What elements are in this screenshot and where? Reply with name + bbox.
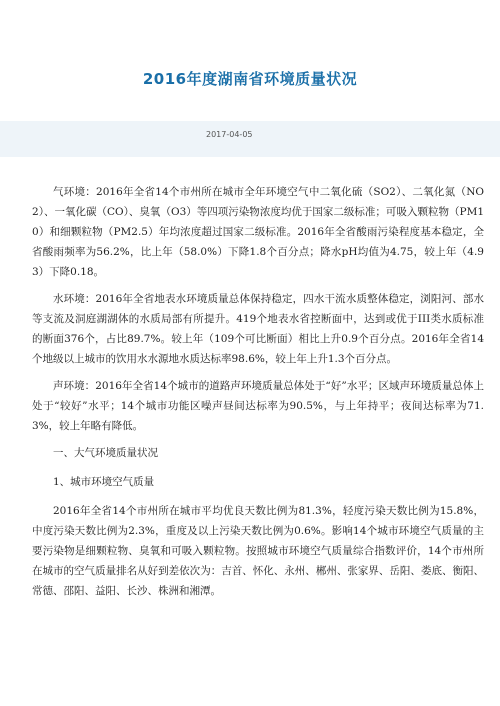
article-body: [32, 182, 484, 608]
subsection-heading: 1、城市环境空气质量: [53, 476, 155, 488]
page-title: 2016年度湖南省环境质量状况: [142, 70, 358, 88]
paragraph-noise: 声环境：2016年全省14个城市的道路声环境质量总体处于“好”水平；区域声环境质量总体上处于“较好”水平；14个城市功能区噪声昼间达标率为90.5%，与上年持平；夜间达标率为71.3%，较上年略有降低。: [32, 380, 484, 432]
paragraph-air: 气环境：2016年全省14个市州所在城市全年环境空气中二氧化硫（SO2）、二氧化氮（NO2）、一氧化碳（CO）、臭氧（O3）等四项污染物浓度均优于国家二级标准；可吸入颗粒物（PM10）和细颗粒物（PM2.5）年均浓度超过国家二级标准。2016年全省酸雨污染程度基本稳定，全省酸雨频率为56.2%，比上年（58.0%）下降1.8个百分点；降水pH均值为4.75，较上年（4.93）下降0.18。: [32, 186, 484, 278]
section-heading: 一、大气环境质量状况: [53, 447, 158, 459]
paragraph-water: 水环境：2016年全省地表水环境质量总体保持稳定，四水干流水质整体稳定，浏阳河、部水等支流及洞庭湖湖体的水质局部有所提升。419个地表水省控断面中，达到或优于III类水质标准的断面376个，占比89.7%。较上年（109个可比断面）相比上升0.9个百分点。2016年全省14个地级以上城市的饮用水水源地水质达标率98.6%，较上年上升1.3个百分点。: [32, 293, 484, 365]
publish-date: 2017-04-05: [206, 130, 253, 139]
paragraph-city-air: 2016年全省14个市州所在城市平均优良天数比例为81.3%，轻度污染天数比例为15.8%，中度污染天数比例为2.3%，重度及以上污染天数比例为0.6%。影响14个城市环境空气质量的主要污染物是细颗粒物、臭氧和可吸入颗粒物。按照城市环境空气质量综合指数评价，14个市州所在城市的空气质量排名从好到差依次为：吉首、怀化、永州、郴州、张家界、岳阳、娄底、衡阳、常德、邵阳、益阳、长沙、株洲和湘潭。: [32, 505, 484, 597]
date-band: [0, 121, 500, 157]
